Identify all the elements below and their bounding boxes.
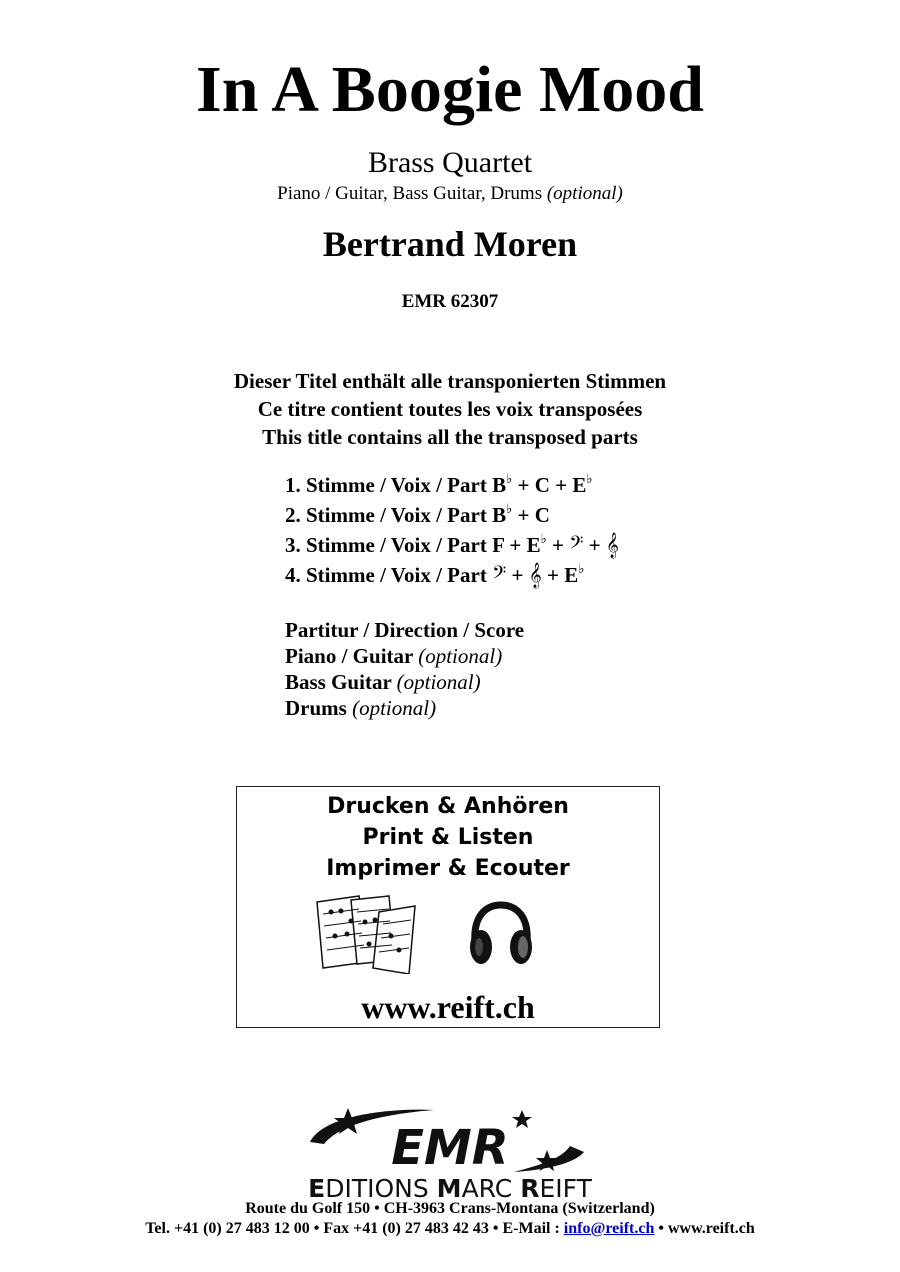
treble-clef-icon: 𝄞 (605, 533, 619, 558)
part-label: 4. Stimme / Voix / Part (285, 563, 487, 587)
transposition-notice (0, 367, 900, 451)
extra-row-bass: Bass Guitar (optional) (285, 670, 481, 694)
score-title: In A Boogie Mood (196, 53, 704, 126)
notice-line-en: This title contains all the transposed parts (262, 425, 638, 449)
bass-clef-icon: 𝄢 (492, 563, 507, 588)
promo-line-fr: Imprimer & Ecouter (326, 856, 570, 881)
promo-url-link[interactable]: www.reift.ch (361, 989, 535, 1025)
flat-symbol: ♭ (586, 471, 593, 486)
bass-clef-icon: 𝄢 (569, 533, 584, 558)
part-row-3: 3. Stimme / Voix / Part F + E♭ + 𝄢 + 𝄞 (285, 531, 619, 558)
notice-line-de: Dieser Titel enthält alle transponierten Stimmen (233, 369, 667, 393)
composer-name: Bertrand Moren (322, 224, 578, 264)
publisher-address: Route du Golf 150 • CH-3963 Crans-Montana (Switzerland) (245, 1200, 655, 1217)
promo-line-de: Drucken & Anhören (327, 794, 569, 819)
ensemble-subtitle: Brass Quartet (367, 146, 533, 179)
extra-row-drums: Drums (optional) (285, 696, 437, 720)
print-listen-box (236, 786, 660, 1028)
email-link[interactable]: info@reift.ch (563, 1220, 655, 1237)
extras-list (285, 617, 524, 721)
logo-emr-text: EMR (391, 1120, 509, 1176)
sheet-music-icon (309, 892, 421, 974)
flat-symbol: ♭ (506, 471, 513, 486)
instrumentation-optional: (optional) (546, 183, 623, 204)
promo-lines (237, 791, 659, 884)
catalog-number: EMR 62307 (401, 291, 499, 312)
parts-list (285, 470, 619, 590)
instrumentation-line (0, 182, 900, 206)
part-row-2: 2. Stimme / Voix / Part B♭ + C (285, 501, 550, 527)
part-row-1: 1. Stimme / Voix / Part B♭ + C + E♭ (285, 471, 593, 497)
editions-marc-reift-logo (244, 1106, 656, 1200)
part-label: 3. Stimme / Voix / Part (285, 533, 487, 557)
part-label: 1. Stimme / Voix / Part (285, 473, 487, 497)
flat-symbol: ♭ (578, 561, 585, 576)
headphones-icon (465, 899, 537, 971)
part-row-4: 4. Stimme / Voix / Part 𝄢 + 𝄞 + E♭ (285, 561, 585, 588)
flat-symbol: ♭ (540, 531, 547, 546)
extra-row-score: Partitur / Direction / Score (285, 618, 525, 642)
promo-line-en: Print & Listen (362, 825, 534, 850)
treble-clef-icon: 𝄞 (528, 563, 542, 588)
publisher-contact (0, 1219, 900, 1239)
notice-line-fr: Ce titre contient toutes les voix transposées (257, 397, 643, 421)
logo-publisher-name: EDITIONS MARC REIFT (308, 1174, 592, 1200)
part-label: 2. Stimme / Voix / Part (285, 503, 487, 527)
flat-symbol: ♭ (506, 501, 513, 516)
contact-phone-fax: Tel. +41 (0) 27 483 12 00 • Fax +41 (0) 27 483 42 43 • E-Mail : (145, 1220, 564, 1237)
extra-row-piano: Piano / Guitar (optional) (285, 644, 503, 668)
contact-website: • www.reift.ch (654, 1220, 755, 1237)
instrumentation-text: Piano / Guitar, Bass Guitar, Drums (277, 183, 543, 204)
